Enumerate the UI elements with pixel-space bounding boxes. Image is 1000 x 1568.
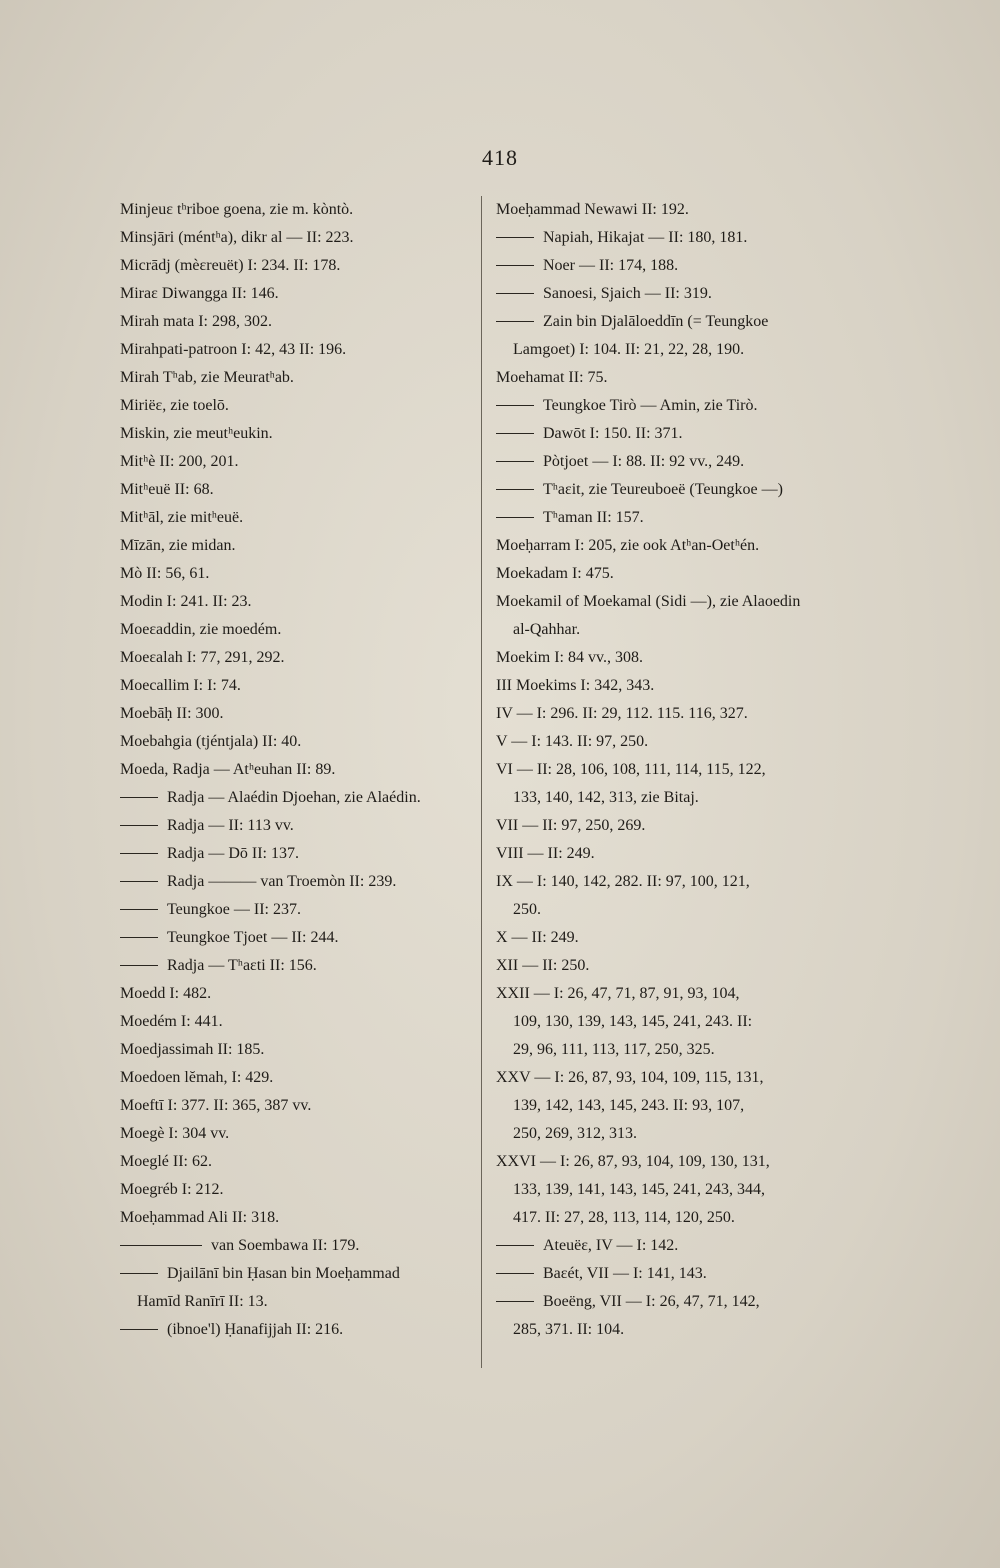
entry-text: Radja — Tʰaɛti II: 156. <box>167 957 317 974</box>
index-entry <box>120 1316 475 1344</box>
entry-text: Zain bin Djalāloeddīn (= Teungkoe <box>543 313 769 330</box>
entry-text: 29, 96, 111, 113, 117, 250, 325. <box>513 1041 715 1058</box>
entry-text: IV — I: 296. II: 29, 112. 115. 116, 327. <box>496 705 748 722</box>
entry-text: Moekadam I: 475. <box>496 565 614 582</box>
index-entry <box>496 1260 856 1288</box>
index-entry <box>496 700 856 728</box>
entry-text: Hamīd Ranīrī II: 13. <box>137 1293 268 1310</box>
entry-text: Miriëɛ, zie toelō. <box>120 397 229 414</box>
index-entry <box>496 728 856 756</box>
left-index-column <box>120 196 475 1344</box>
entry-text: XII — II: 250. <box>496 957 590 974</box>
entry-text: Moegè I: 304 vv. <box>120 1125 230 1142</box>
entry-text: Moeglé II: 62. <box>120 1153 212 1170</box>
index-entry <box>496 1148 856 1176</box>
entry-text: Moeɛaddin, zie moedém. <box>120 621 282 638</box>
index-entry <box>496 448 856 476</box>
index-entry <box>496 896 856 924</box>
index-entry <box>120 336 475 364</box>
index-entry <box>120 840 475 868</box>
index-entry <box>120 672 475 700</box>
entry-text: 250, 269, 312, 313. <box>513 1125 637 1142</box>
entry-text: Mitʰeuë II: 68. <box>120 481 214 498</box>
repeat-dash <box>496 265 534 266</box>
entry-text: 285, 371. II: 104. <box>513 1321 625 1338</box>
index-entry <box>120 1176 475 1204</box>
repeat-dash <box>496 1301 534 1302</box>
entry-text: Moedjassimah II: 185. <box>120 1041 265 1058</box>
repeat-dash <box>120 1329 158 1330</box>
entry-text: Radja — Alaédin Djoehan, zie Alaédin. <box>167 789 421 806</box>
index-entry <box>120 1008 475 1036</box>
index-entry <box>120 504 475 532</box>
entry-text: 139, 142, 143, 145, 243. II: 93, 107, <box>513 1097 745 1114</box>
entry-text: Lamgoet) I: 104. II: 21, 22, 28, 190. <box>513 341 745 358</box>
index-entry <box>496 812 856 840</box>
index-entry <box>496 588 856 616</box>
index-entry <box>496 1176 856 1204</box>
entry-text: Sanoesi, Sjaich — II: 319. <box>543 285 712 302</box>
index-entry <box>120 448 475 476</box>
index-entry <box>496 1120 856 1148</box>
entry-text: Moeɛalah I: 77, 291, 292. <box>120 649 285 666</box>
index-entry <box>496 784 856 812</box>
index-entry <box>496 1316 856 1344</box>
entry-text: VIII — II: 249. <box>496 845 595 862</box>
entry-text: al-Qahhar. <box>513 621 581 638</box>
index-entry <box>120 952 475 980</box>
repeat-dash <box>120 797 158 798</box>
index-entry <box>120 1120 475 1148</box>
index-entry <box>496 1288 856 1316</box>
index-entry <box>120 1064 475 1092</box>
index-entry <box>496 1092 856 1120</box>
repeat-dash <box>496 321 534 322</box>
entry-text: Moebahgia (tjéntjala) II: 40. <box>120 733 302 750</box>
entry-text: Teungkoe Tirò — Amin, zie Tirò. <box>543 397 758 414</box>
entry-text: Moeftī I: 377. II: 365, 387 vv. <box>120 1097 312 1114</box>
index-entry <box>496 644 856 672</box>
index-entry <box>120 532 475 560</box>
index-entry <box>120 868 475 896</box>
index-entry <box>120 980 475 1008</box>
index-entry <box>496 952 856 980</box>
entry-text: Moekim I: 84 vv., 308. <box>496 649 643 666</box>
entry-text: 417. II: 27, 28, 113, 114, 120, 250. <box>513 1209 735 1226</box>
index-entry <box>496 560 856 588</box>
entry-text: Mitʰāl, zie mitʰeuë. <box>120 509 244 526</box>
entry-text: Moeda, Radja — Atʰeuhan II: 89. <box>120 761 336 778</box>
entry-text: Mirah Tʰab, zie Meuratʰab. <box>120 369 294 386</box>
entry-text: Dawōt I: 150. II: 371. <box>543 425 683 442</box>
entry-text: Moeḥammad Ali II: 318. <box>120 1209 280 1226</box>
index-entry <box>120 1288 475 1316</box>
entry-text: Moekamil of Moekamal (Sidi —), zie Alaoedin <box>496 593 801 610</box>
index-entry <box>496 1232 856 1260</box>
entry-text: VII — II: 97, 250, 269. <box>496 817 646 834</box>
entry-text: Moeḥammad Newawi II: 192. <box>496 201 689 218</box>
index-entry <box>120 364 475 392</box>
index-entry <box>120 196 475 224</box>
index-entry <box>120 896 475 924</box>
entry-text: Mitʰè II: 200, 201. <box>120 453 239 470</box>
index-entry <box>496 672 856 700</box>
index-entry <box>496 616 856 644</box>
entry-text: III Moekims I: 342, 343. <box>496 677 655 694</box>
index-entry <box>120 1092 475 1120</box>
repeat-dash <box>120 853 158 854</box>
entry-text: (ibnoe'l) Ḥanafijjah II: 216. <box>167 1321 344 1338</box>
index-entry <box>496 1036 856 1064</box>
repeat-dash <box>120 909 158 910</box>
index-entry <box>120 756 475 784</box>
entry-text: Djailānī bin Ḥasan bin Moeḥammad <box>167 1265 400 1282</box>
index-entry <box>496 392 856 420</box>
index-entry <box>120 1260 475 1288</box>
repeat-dash <box>496 293 534 294</box>
entry-text: Tʰaman II: 157. <box>543 509 644 526</box>
entry-text: Baɛét, VII — I: 141, 143. <box>543 1265 707 1282</box>
index-entry <box>120 392 475 420</box>
entry-text: 133, 140, 142, 313, zie Bitaj. <box>513 789 699 806</box>
entry-text: Mīzān, zie midan. <box>120 537 236 554</box>
entry-text: Moecallim I: I: 74. <box>120 677 241 694</box>
index-entry <box>120 616 475 644</box>
entry-text: Miskin, zie meutʰeukin. <box>120 425 273 442</box>
repeat-dash <box>120 1273 158 1274</box>
entry-text: Minjeuɛ tʰriboe goena, zie m. kòntò. <box>120 201 354 218</box>
entry-text: Moehamat II: 75. <box>496 369 608 386</box>
column-divider <box>481 196 482 1368</box>
entry-text: Modin I: 241. II: 23. <box>120 593 252 610</box>
entry-text: Moedd I: 482. <box>120 985 212 1002</box>
entry-text: van Soembawa II: 179. <box>211 1237 360 1254</box>
repeat-dash <box>496 237 534 238</box>
index-entry <box>120 308 475 336</box>
entry-text: Radja — II: 113 vv. <box>167 817 294 834</box>
entry-text: 133, 139, 141, 143, 145, 241, 243, 344, <box>513 1181 765 1198</box>
repeat-dash <box>120 1245 202 1246</box>
index-entry <box>496 196 856 224</box>
entry-text: Moedoen lĕmah, I: 429. <box>120 1069 274 1086</box>
page-number: 418 <box>482 145 518 170</box>
entry-text: Mò II: 56, 61. <box>120 565 210 582</box>
index-entry <box>496 476 856 504</box>
index-entry <box>496 840 856 868</box>
index-entry <box>496 308 856 336</box>
repeat-dash <box>496 489 534 490</box>
index-entry <box>120 1232 475 1260</box>
entry-text: Radja ——— van Troemòn II: 239. <box>167 873 397 890</box>
index-entry <box>120 812 475 840</box>
entry-text: Mirahpati-patroon I: 42, 43 II: 196. <box>120 341 347 358</box>
entry-text: Pòtjoet — I: 88. II: 92 vv., 249. <box>543 453 745 470</box>
index-entry <box>120 784 475 812</box>
repeat-dash <box>496 461 534 462</box>
index-entry <box>120 644 475 672</box>
index-entry <box>120 280 475 308</box>
repeat-dash <box>120 937 158 938</box>
repeat-dash <box>496 1273 534 1274</box>
index-entry <box>120 1204 475 1232</box>
index-entry <box>496 336 856 364</box>
index-entry <box>496 420 856 448</box>
entry-text: Micrādj (mèɛreuët) I: 234. II: 178. <box>120 257 341 274</box>
entry-text: XXV — I: 26, 87, 93, 104, 109, 115, 131, <box>496 1069 764 1086</box>
entry-text: Teungkoe Tjoet — II: 244. <box>167 929 339 946</box>
entry-text: Moedém I: 441. <box>120 1013 223 1030</box>
repeat-dash <box>496 405 534 406</box>
index-entry <box>496 1064 856 1092</box>
entry-text: 250. <box>513 901 541 918</box>
entry-text: 109, 130, 139, 143, 145, 241, 243. II: <box>513 1013 753 1030</box>
repeat-dash <box>120 881 158 882</box>
entry-text: Boeëng, VII — I: 26, 47, 71, 142, <box>543 1293 760 1310</box>
index-entry <box>120 1148 475 1176</box>
entry-text: X — II: 249. <box>496 929 579 946</box>
index-entry <box>120 224 475 252</box>
index-entry <box>120 252 475 280</box>
index-entry <box>120 1036 475 1064</box>
entry-text: VI — II: 28, 106, 108, 111, 114, 115, 122, <box>496 761 766 778</box>
right-index-column <box>496 196 856 1344</box>
index-entry <box>496 868 856 896</box>
index-entry <box>496 1204 856 1232</box>
repeat-dash <box>120 965 158 966</box>
index-entry <box>120 924 475 952</box>
index-entry <box>496 980 856 1008</box>
entry-text: Noer — II: 174, 188. <box>543 257 679 274</box>
index-entry <box>120 728 475 756</box>
index-entry <box>120 560 475 588</box>
entry-text: XXII — I: 26, 47, 71, 87, 91, 93, 104, <box>496 985 740 1002</box>
index-entry <box>120 588 475 616</box>
entry-text: Mirah mata I: 298, 302. <box>120 313 272 330</box>
entry-text: Moegréb I: 212. <box>120 1181 224 1198</box>
repeat-dash <box>496 517 534 518</box>
index-entry <box>496 504 856 532</box>
entry-text: Ateuëɛ, IV — I: 142. <box>543 1237 679 1254</box>
entry-text: V — I: 143. II: 97, 250. <box>496 733 649 750</box>
index-entry <box>496 224 856 252</box>
entry-text: Moeḥarram I: 205, zie ook Atʰan-Oetʰén. <box>496 537 760 554</box>
index-entry <box>496 364 856 392</box>
entry-text: Miraɛ Diwangga II: 146. <box>120 285 279 302</box>
index-entry <box>496 280 856 308</box>
entry-text: IX — I: 140, 142, 282. II: 97, 100, 121, <box>496 873 750 890</box>
entry-text: Teungkoe — II: 237. <box>167 901 301 918</box>
index-entry <box>496 1008 856 1036</box>
index-entry <box>496 252 856 280</box>
index-entry <box>496 532 856 560</box>
index-entry <box>120 476 475 504</box>
index-entry <box>496 756 856 784</box>
entry-text: Napiah, Hikajat — II: 180, 181. <box>543 229 748 246</box>
entry-text: XXVI — I: 26, 87, 93, 104, 109, 130, 131, <box>496 1153 770 1170</box>
index-entry <box>120 700 475 728</box>
repeat-dash <box>496 1245 534 1246</box>
entry-text: Moebāḥ II: 300. <box>120 705 224 722</box>
repeat-dash <box>496 433 534 434</box>
entry-text: Minsjāri (méntʰa), dikr al — II: 223. <box>120 229 354 246</box>
repeat-dash <box>120 825 158 826</box>
entry-text: Radja — Dō II: 137. <box>167 845 299 862</box>
index-entry <box>120 420 475 448</box>
entry-text: Tʰaɛit, zie Teureuboeë (Teungkoe —) <box>543 481 783 498</box>
index-entry <box>496 924 856 952</box>
